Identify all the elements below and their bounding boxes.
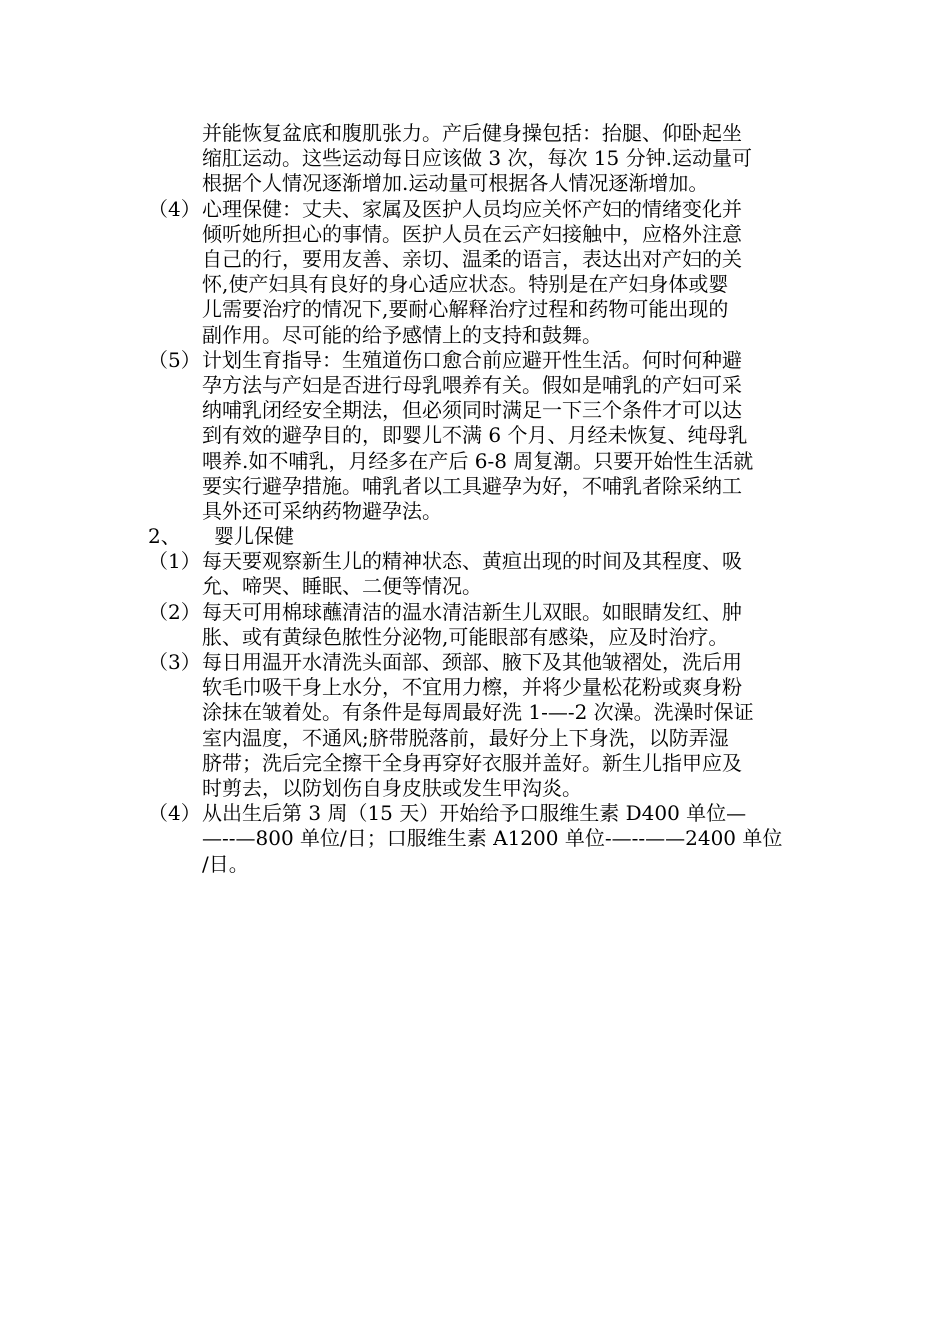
text-line: 胀、或有黄绿色脓性分泌物,可能眼部有感染，应及时治疗。 [202,624,729,649]
text-line: 每天可用棉球蘸清洁的温水清洁新生儿双眼。如眼睛发红、肿 [202,599,742,624]
text-line: 喂养.如不哺乳，月经多在产后 6-8 周复潮。只要开始性生活就 [202,448,754,473]
section-number: 2、 [148,524,181,549]
text-line: 儿需要治疗的情况下,要耐心解释治疗过程和药物可能出现的 [202,297,729,322]
list-marker: （4） [148,196,201,221]
text-line: 并能恢复盆底和腹肌张力。产后健身操包括：抬腿、仰卧起坐 [202,121,742,145]
list-item-observe-newborn [148,549,810,599]
text-line: 每天要观察新生儿的精神状态、黄疸出现的时间及其程度、吸 [202,549,742,574]
intro-paragraph [148,121,810,197]
text-line: 副作用。尽可能的给予感情上的支持和鼓舞。 [202,322,602,347]
list-item-family-planning [148,348,810,524]
text-line: 具外还可采纳药物避孕法。 [202,499,442,524]
list-marker: （4） [148,801,201,826]
section-heading-infant-care [148,524,810,549]
text-line: 涂抹在皱着处。有条件是每周最好洗 1-—-2 次澡。洗澡时保证 [202,700,754,725]
text-line: 允、啼哭、睡眠、二便等情况。 [202,574,482,599]
text-line: 自己的行，要用友善、亲切、温柔的语言，表达出对产妇的关 [202,247,742,272]
document-body [148,121,810,877]
list-item-bathing [148,650,810,801]
text-line: 根据个人情况逐渐增加.运动量可根据各人情况逐渐增加。 [202,171,709,196]
text-line: 倾听她所担心的事情。医护人员在云产妇接触中，应格外注意 [202,221,742,246]
list-marker: （3） [148,650,201,675]
text-line: 心理保健：丈夫、家属及医护人员均应关怀产妇的情绪变化并 [202,196,742,221]
text-line: 软毛巾吸干身上水分，不宜用力檫，并将少量松花粉或爽身粉 [202,675,742,700]
list-marker: （1） [148,549,201,574]
text-line: 计划生育指导：生殖道伤口愈合前应避开性生活。何时何种避 [202,347,742,372]
text-line: 缩肛运动。这些运动每日应该做 3 次，每次 15 分钟.运动量可 [202,146,752,171]
text-line: 时剪去，以防划伤自身皮肤或发生甲沟炎。 [202,776,582,801]
list-item-eye-care [148,600,810,650]
text-line: 脐带；洗后完全擦干全身再穿好衣服并盖好。新生儿指甲应及 [202,750,742,775]
text-line: /日。 [202,851,249,876]
section-title: 婴儿保健 [214,524,294,549]
list-item-vitamins [148,801,810,877]
text-line: 每日用温开水清洗头面部、颈部、腋下及其他皱褶处，洗后用 [202,650,742,675]
text-line: 纳哺乳闭经安全期法，但必须同时满足一下三个条件才可以达 [202,398,742,423]
text-line: —--—800 单位/日；口服维生素 A1200 单位-—--——2400 单位 [202,826,783,851]
text-line: 怀,使产妇具有良好的身心适应状态。特别是在产妇身体或婴 [202,272,729,297]
list-marker: （5） [148,347,201,372]
text-line: 室内温度，不通风;脐带脱落前，最好分上下身洗，以防弄湿 [202,725,729,750]
text-line: 从出生后第 3 周（15 天）开始给予口服维生素 D400 单位— [202,801,747,826]
text-line: 要实行避孕措施。哺乳者以工具避孕为好，不哺乳者除采纳工 [202,473,742,498]
list-marker: （2） [148,599,201,624]
list-item-psychological-care [148,197,810,348]
text-line: 孕方法与产妇是否进行母乳喂养有关。假如是哺乳的产妇可采 [202,373,742,398]
text-line: 到有效的避孕目的，即婴儿不满 6 个月、月经未恢复、纯母乳 [202,423,748,448]
